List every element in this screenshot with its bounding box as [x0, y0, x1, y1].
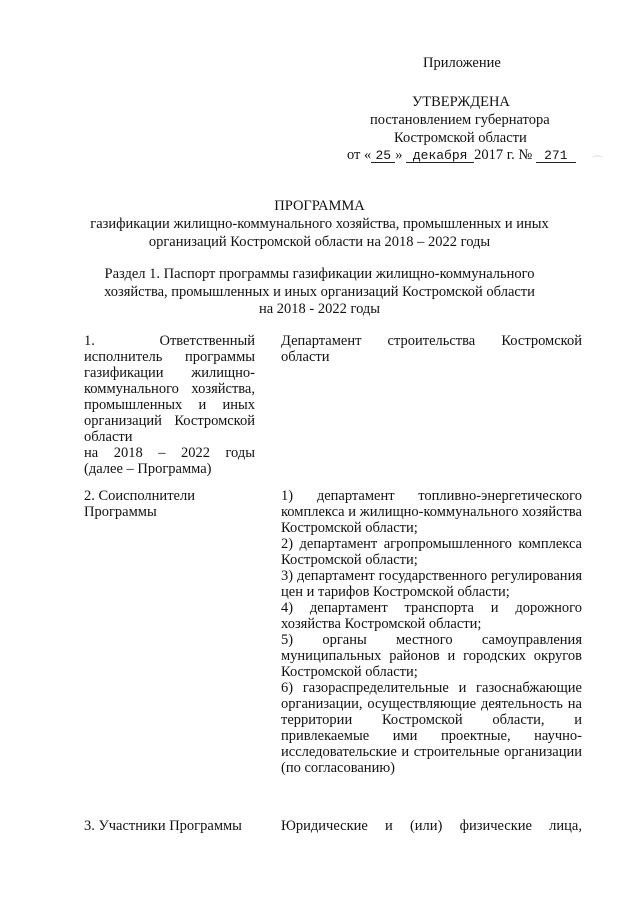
row3-value-text: Юридические и (или) физические лица, [281, 818, 582, 834]
row1-value: Департамент строительства Костромской области [281, 333, 582, 365]
row1-label-end-1: на 2018 – 2022 годы [84, 445, 255, 461]
section-heading-3: на 2018 - 2022 годы [258, 301, 381, 317]
row1-label-end-2: (далее – Программа) [84, 461, 212, 477]
row2-label: 2. Соисполнители Программы [84, 488, 195, 520]
program-title: ПРОГРАММА [274, 198, 365, 214]
row1-label-text: 1. Ответственный исполнитель программы газификации жилищно-коммунального хозяйства, промышленных и иных организаций Костромской области [84, 333, 255, 445]
program-subtitle-1: газификации жилищно-коммунального хозяйства, промышленных и иных [90, 216, 549, 232]
section-heading-1: Раздел 1. Паспорт программы газификации жилищно-коммунального [104, 266, 535, 282]
stray-mark: ⌒ [592, 155, 603, 168]
row1-label [84, 333, 255, 477]
date-month: декабря [406, 149, 474, 163]
decree-date-line [347, 147, 576, 164]
appendix-label: Приложение [423, 55, 501, 71]
date-prefix: от « [347, 147, 372, 163]
co-executor-item-3: 3) департамент государственного регулирования цен и тарифов Костромской области; [281, 568, 582, 600]
row2-values [281, 488, 582, 776]
date-mid: » [395, 147, 403, 163]
co-executor-item-1: 1) департамент топливно-энергетического комплекса и жилищно-коммунального хозяйства Костромской области; [281, 488, 582, 536]
program-subtitle-2: организаций Костромской области на 2018 – 2022 годы [148, 234, 491, 250]
approved-label: УТВЕРЖДЕНА [412, 94, 510, 110]
co-executor-item-4: 4) департамент транспорта и дорожного хозяйства Костромской области; [281, 600, 582, 632]
row3-value [281, 818, 582, 834]
decree-line-2: Костромской области [394, 130, 527, 146]
co-executor-item-5: 5) органы местного самоуправления муниципальных районов и городских округов Костромской области; [281, 632, 582, 680]
date-year: 2017 г. № [474, 147, 533, 163]
decree-number: 271 [536, 149, 576, 163]
date-day: 25 [371, 149, 395, 163]
section-heading-2: хозяйства, промышленных и иных организаций Костромской области [104, 284, 535, 300]
co-executor-item-2: 2) департамент агропромышленного комплекса Костромской области; [281, 536, 582, 568]
decree-line-1: постановлением губернатора [370, 112, 550, 128]
row3-label: 3. Участники Программы [84, 818, 242, 834]
co-executor-item-6: 6) газораспределительные и газоснабжающие организации, осуществляющие деятельность на территории Костромской области, и привлекаемые ими проектные, научно-исследовательские и строительные организации (по согласованию) [281, 680, 582, 776]
